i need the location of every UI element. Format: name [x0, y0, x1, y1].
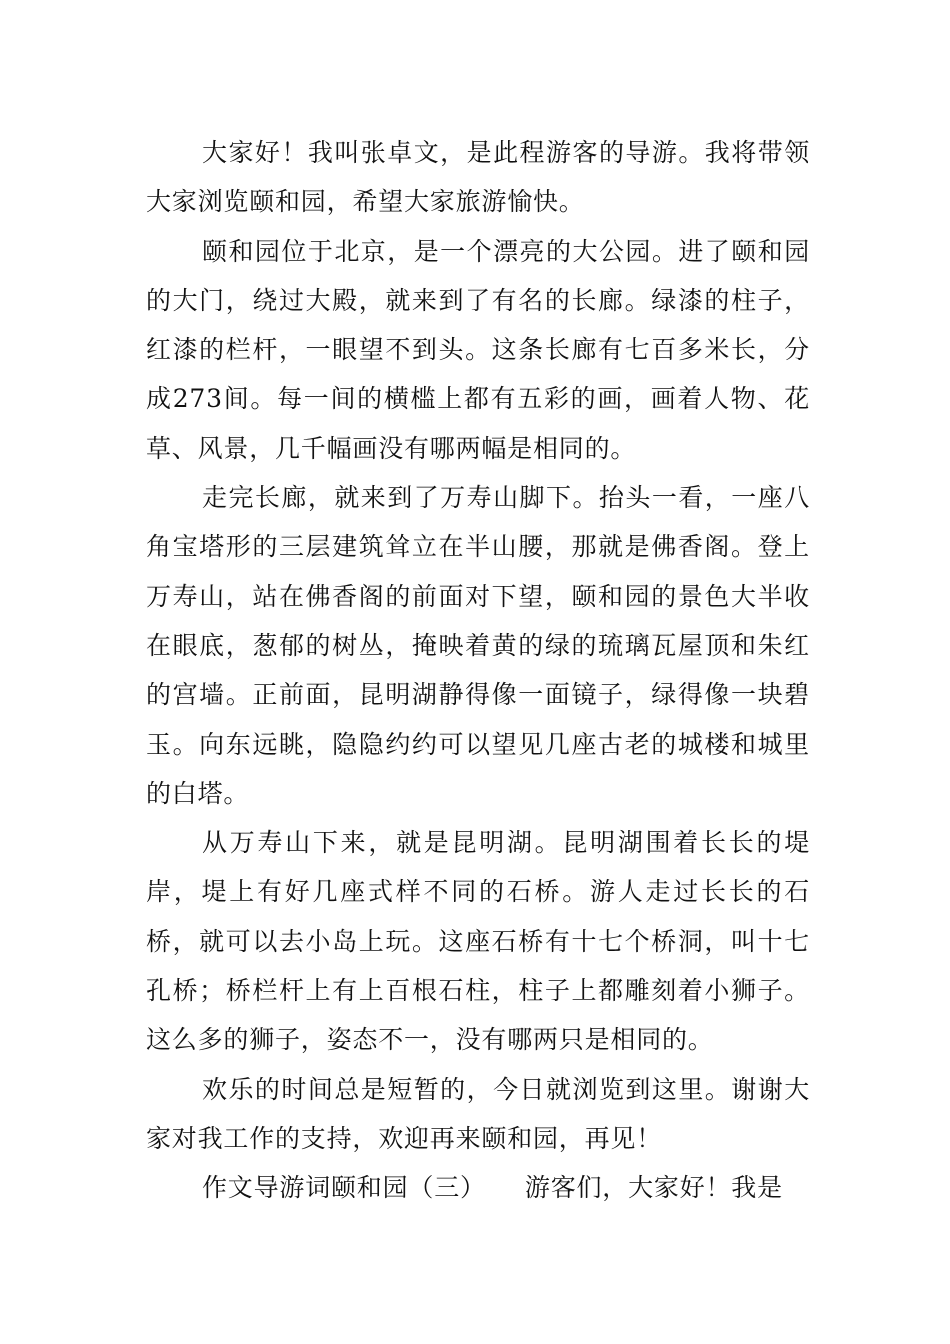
paragraph-4: 从万寿山下来，就是昆明湖。昆明湖围着长长的堤岸，堤上有好几座式样不同的石桥。游人走过长长的石桥，就可以去小岛上玩。这座石桥有十七个桥洞，叫十七孔桥；桥栏杆上有上百根石柱，柱子上都雕刻着小狮子。这么多的狮子，姿态不一，没有哪两只是相同的。 — [146, 828, 810, 1055]
document-body — [146, 128, 810, 1213]
paragraph-2: 颐和园位于北京，是一个漂亮的大公园。进了颐和园的大门，绕过大殿，就来到了有名的长廊。绿漆的柱子，红漆的栏杆，一眼望不到头。这条长廊有七百多米长，分成273间。每一间的横槛上都有五彩的画，画着人物、花草、风景，几千幅画没有哪两幅是相同的。 — [146, 236, 810, 463]
paragraph-1: 大家好！我叫张卓文，是此程游客的导游。我将带领大家浏览颐和园，希望大家旅游愉快。 — [146, 138, 810, 217]
paragraph-3: 走完长廊，就来到了万寿山脚下。抬头一看，一座八角宝塔形的三层建筑耸立在半山腰，那就是佛香阁。登上万寿山，站在佛香阁的前面对下望，颐和园的景色大半收在眼底，葱郁的树丛，掩映着黄的绿的琉璃瓦屋顶和朱红的宫墙。正前面，昆明湖静得像一面镜子，绿得像一块碧玉。向东远眺，隐隐约约可以望见几座古老的城楼和城里的白塔。 — [146, 483, 810, 808]
paragraph-6: 作文导游词颐和园（三） 游客们，大家好！我是 — [202, 1173, 783, 1203]
paragraph-5: 欢乐的时间总是短暂的，今日就浏览到这里。谢谢大家对我工作的支持，欢迎再来颐和园，再见！ — [146, 1074, 810, 1153]
